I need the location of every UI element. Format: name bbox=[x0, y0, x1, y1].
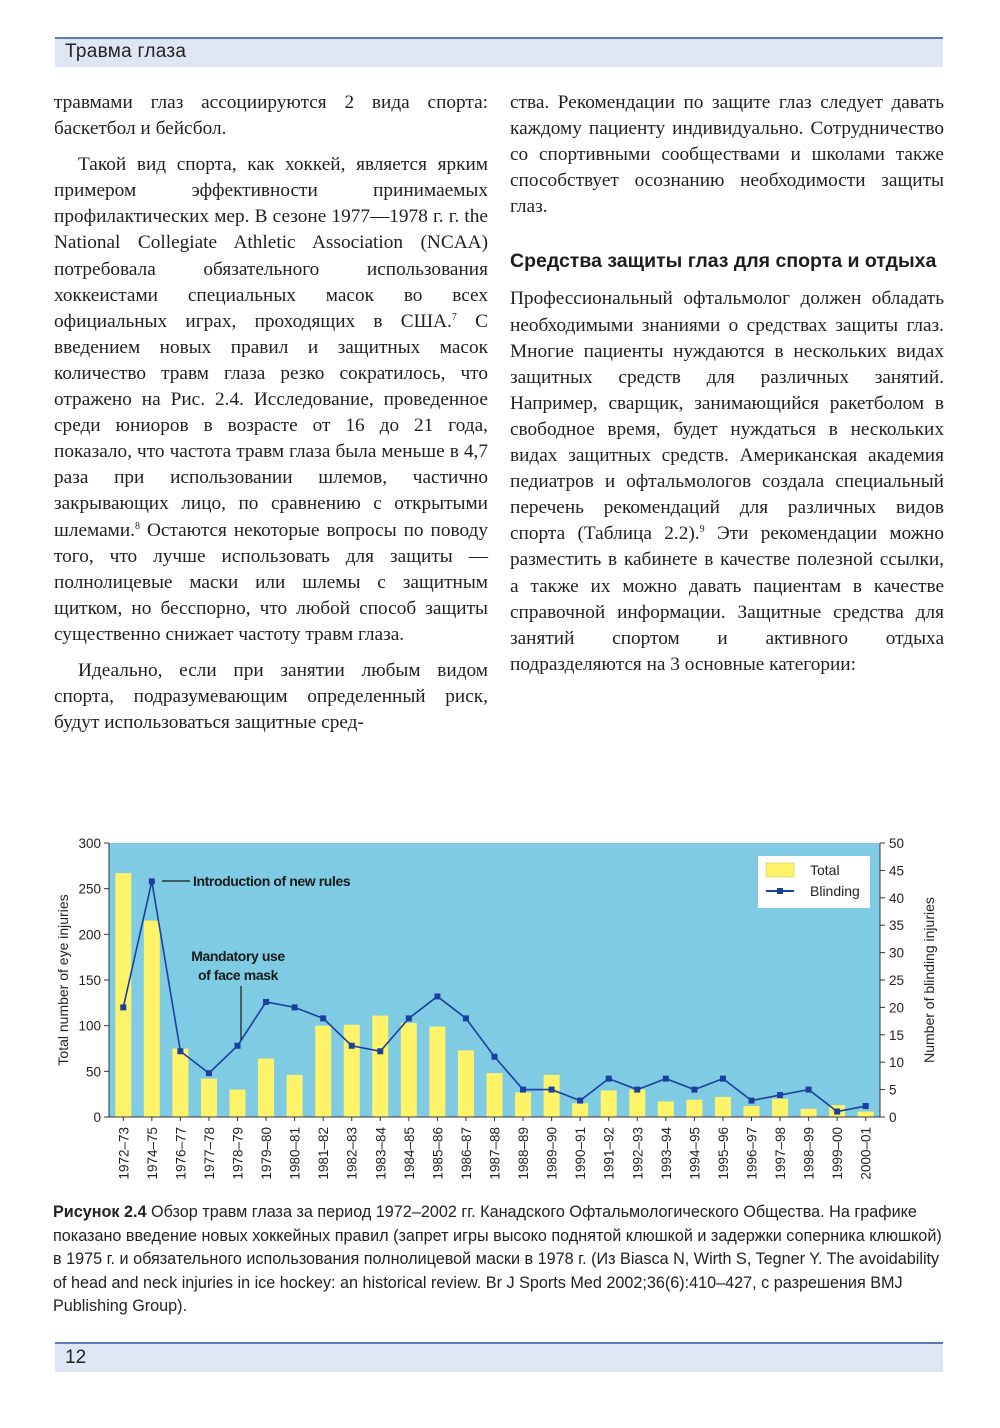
legend-total-swatch bbox=[766, 863, 794, 877]
y-tick-label-50: 50 bbox=[85, 1064, 101, 1080]
blinding-point-1991–92 bbox=[606, 1076, 612, 1082]
bar-total-1984–85 bbox=[401, 1023, 417, 1117]
x-tick-label-1983–84: 1983–84 bbox=[373, 1127, 389, 1180]
blinding-point-1986–87 bbox=[463, 1015, 469, 1021]
blinding-point-1989–90 bbox=[549, 1087, 555, 1093]
blinding-point-1990–91 bbox=[577, 1098, 583, 1104]
x-tick-label-1991–92: 1991–92 bbox=[601, 1127, 617, 1180]
left-paragraph-2 bbox=[54, 152, 488, 648]
caption-label: Рисунок 2.4 bbox=[53, 1203, 147, 1221]
blinding-point-1988–89 bbox=[520, 1087, 526, 1093]
bar-total-1987–88 bbox=[487, 1073, 503, 1117]
x-tick-label-1992–93: 1992–93 bbox=[630, 1127, 646, 1180]
left-paragraph-2-part-b: С введением новых правил и защитных масок количество травм глаза резко сократилось, что отражено на Рис. 2.4. Исследование, проведенное среди юниоров в возрасте от 16 до 21 года, показало, что частота травм глаза была меньше в 4,7 раза при использовании шлемов, частично закрывающих лицо, по сравнению с открытыми шлемами. bbox=[54, 310, 488, 541]
y-tick-label-100: 100 bbox=[78, 1018, 101, 1034]
bar-total-1995–96 bbox=[715, 1097, 731, 1117]
running-footer bbox=[55, 1342, 943, 1372]
bar-total-1985–86 bbox=[429, 1027, 445, 1117]
y-tick-label-150: 150 bbox=[78, 973, 101, 988]
blinding-point-1995–96 bbox=[720, 1076, 726, 1082]
blinding-point-1974–75 bbox=[149, 878, 155, 884]
blinding-point-1993–94 bbox=[663, 1076, 669, 1082]
reference-8: 8 bbox=[135, 520, 140, 532]
x-tick-label-1977–78: 1977–78 bbox=[201, 1127, 217, 1180]
y-tick-label-0: 0 bbox=[93, 1110, 101, 1125]
x-tick-label-1997–98: 1997–98 bbox=[773, 1127, 789, 1180]
x-tick-label-1979–80: 1979–80 bbox=[259, 1127, 275, 1180]
x-tick-label-2000–01: 2000–01 bbox=[858, 1127, 874, 1180]
y-tick-label-300: 300 bbox=[78, 836, 101, 851]
blinding-point-1982–83 bbox=[349, 1043, 355, 1049]
right-paragraph-2-part-b: Эти рекомендации можно разместить в кабинете в качестве полезной ссылки, а также их можно давать пациентам в качестве справочной информации. Защитные средства для занятий спортом и активного отдыха подразделяются на 3 основные категории: bbox=[510, 523, 945, 675]
bar-total-1982–83 bbox=[344, 1025, 360, 1117]
y2-tick-label-45: 45 bbox=[889, 863, 905, 879]
right-paragraph-1: ства. Рекомендации по защите глаз следует давать каждому пациенту индивидуально. Сотрудничество со спортивными сообществами и школами также способствует осознанию необходимости защиты глаз. bbox=[510, 92, 944, 218]
reference-7: 7 bbox=[451, 311, 457, 323]
y2-tick-label-30: 30 bbox=[889, 945, 905, 961]
x-tick-label-1987–88: 1987–88 bbox=[487, 1127, 503, 1180]
bar-total-1974–75 bbox=[144, 921, 160, 1117]
x-tick-label-1980–81: 1980–81 bbox=[287, 1127, 303, 1180]
blinding-point-1996–97 bbox=[749, 1098, 755, 1104]
caption-text: Обзор травм глаза за период 1972–2002 гг. Канадского Офтальмологического Общества. На графике показано введение новых хоккейных правил (запрет игры высоко поднятой клюшкой и задержки соперника клюшкой) в 1975 г. и обязательного использования полнолицевой маски в 1978 г. (Из Biasca N, Wirth S, Tegner Y. The avoidability of head and neck injuries in ice hockey: an historical review. Br J Sports Med 2002;36(6):410–427, с разрешения BMJ Publishing Group). bbox=[53, 1203, 942, 1315]
bar-total-1977–78 bbox=[201, 1079, 217, 1117]
bar-total-1990–91 bbox=[572, 1103, 588, 1117]
x-tick-label-1981–82: 1981–82 bbox=[316, 1127, 332, 1180]
y2-tick-label-50: 50 bbox=[889, 836, 905, 851]
bar-total-1997–98 bbox=[772, 1099, 788, 1117]
blinding-point-1972–73 bbox=[120, 1004, 126, 1010]
x-tick-label-1988–89: 1988–89 bbox=[516, 1127, 532, 1180]
right-paragraph-2-part-a: Профессиональный офтальмолог должен обладать необходимыми знаниями о средствах защиты глаз. Многие пациенты нуждаются в нескольких видах защитных средств для различных занятий. Например, сварщик, занимающийся ракетболом в свободное время, будет нуждаться в нескольких видах защитных средств. Американская академия педиатров и офтальмологов создала специальный перечень рекомендаций для различных видов спорта (Таблица 2.2). bbox=[510, 288, 944, 545]
bar-total-1981–82 bbox=[315, 1026, 331, 1117]
bar-total-1972–73 bbox=[115, 873, 131, 1117]
y2-tick-label-25: 25 bbox=[889, 973, 905, 988]
mask-annotation-line-1: Mandatory use bbox=[191, 948, 285, 964]
bar-total-1980–81 bbox=[287, 1075, 303, 1117]
legend-blinding-label: Blinding bbox=[810, 883, 860, 899]
blinding-point-1999–00 bbox=[834, 1109, 840, 1115]
x-tick-label-1985–86: 1985–86 bbox=[430, 1127, 446, 1180]
x-tick-label-1998–99: 1998–99 bbox=[801, 1127, 817, 1180]
y2-tick-label-5: 5 bbox=[889, 1082, 897, 1098]
y2-tick-label-35: 35 bbox=[889, 918, 905, 934]
chart-legend bbox=[758, 856, 870, 908]
blinding-point-1997–98 bbox=[777, 1092, 783, 1098]
blinding-point-1981–82 bbox=[320, 1015, 326, 1021]
blinding-point-1977–78 bbox=[206, 1070, 212, 1076]
blinding-point-1980–81 bbox=[292, 1004, 298, 1010]
y2-tick-label-20: 20 bbox=[889, 1000, 905, 1016]
bar-total-1994–95 bbox=[686, 1100, 702, 1117]
bar-total-2000–01 bbox=[858, 1112, 874, 1117]
blinding-point-1985–86 bbox=[434, 993, 440, 999]
bar-total-1978–79 bbox=[230, 1090, 246, 1117]
blinding-point-1978–79 bbox=[235, 1043, 241, 1049]
blinding-point-1987–88 bbox=[492, 1054, 498, 1060]
x-tick-label-1989–90: 1989–90 bbox=[544, 1127, 560, 1180]
x-tick-label-1972–73: 1972–73 bbox=[116, 1127, 132, 1180]
bar-total-1989–90 bbox=[544, 1075, 560, 1117]
x-tick-label-1976–77: 1976–77 bbox=[173, 1127, 189, 1180]
x-tick-label-1982–83: 1982–83 bbox=[344, 1127, 360, 1180]
bar-total-1986–87 bbox=[458, 1050, 474, 1117]
section-heading: Средства защиты глаз для спорта и отдыха bbox=[510, 250, 937, 273]
bar-total-1991–92 bbox=[601, 1091, 617, 1117]
eye-injury-chart bbox=[40, 820, 970, 1190]
x-tick-label-1974–75: 1974–75 bbox=[144, 1127, 160, 1180]
chart-svg bbox=[40, 820, 970, 1190]
x-tick-label-1996–97: 1996–97 bbox=[744, 1127, 760, 1180]
figure-caption bbox=[53, 1201, 945, 1319]
x-tick-label-1986–87: 1986–87 bbox=[458, 1127, 474, 1180]
x-tick-label-1995–96: 1995–96 bbox=[715, 1127, 731, 1180]
rules-annotation: Introduction of new rules bbox=[193, 873, 351, 889]
left-paragraph-2-part-a: Такой вид спорта, как хоккей, является ярким примером эффективности принимаемых профилактических мер. В сезоне 1977—1978 г. г. the National Collegiate Athletic Association (NCAA) потребовала обязательного использования хоккеистами специальных масок во всех официальных играх, проходящих в США. bbox=[54, 154, 488, 332]
x-tick-label-1999–00: 1999–00 bbox=[830, 1127, 846, 1180]
blinding-point-1984–85 bbox=[406, 1015, 412, 1021]
blinding-point-1998–99 bbox=[806, 1087, 812, 1093]
blinding-point-2000–01 bbox=[863, 1103, 869, 1109]
legend-blinding-marker bbox=[777, 888, 783, 894]
x-tick-label-1993–94: 1993–94 bbox=[658, 1127, 674, 1180]
running-header bbox=[55, 37, 943, 67]
left-paragraph-1: травмами глаз ассоциируются 2 вида спорта: баскетбол и бейсбол. bbox=[54, 92, 488, 140]
blinding-point-1994–95 bbox=[691, 1087, 697, 1093]
bar-total-1976–77 bbox=[172, 1049, 188, 1118]
header-title: Травма глаза bbox=[65, 41, 187, 62]
bar-total-1988–89 bbox=[515, 1092, 531, 1117]
bar-total-1979–80 bbox=[258, 1059, 274, 1117]
y2-tick-label-40: 40 bbox=[889, 890, 905, 906]
left-paragraph-2-part-c: Остаются некоторые вопросы по поводу того, что лучше использовать для защиты — полнолицевые маски или шлемы с защитным щитком, но бесспорно, что любой способ защиты существенно снижает частоту травм глаза. bbox=[54, 519, 488, 645]
x-tick-label-1994–95: 1994–95 bbox=[687, 1127, 703, 1180]
page-number: 12 bbox=[65, 1347, 87, 1368]
blinding-point-1983–84 bbox=[377, 1048, 383, 1054]
y2-tick-label-0: 0 bbox=[889, 1110, 897, 1125]
bar-total-1983–84 bbox=[372, 1016, 388, 1117]
legend-total-label: Total bbox=[810, 862, 840, 878]
y2-tick-label-15: 15 bbox=[889, 1027, 905, 1043]
bar-total-1996–97 bbox=[744, 1106, 760, 1117]
bar-total-1998–99 bbox=[801, 1109, 817, 1117]
y-tick-label-200: 200 bbox=[78, 927, 101, 943]
mask-annotation-line-2: of face mask bbox=[197, 967, 279, 983]
right-paragraph-2 bbox=[510, 286, 944, 677]
blinding-point-1992–93 bbox=[634, 1087, 640, 1093]
bar-total-1992–93 bbox=[629, 1090, 645, 1117]
reference-9: 9 bbox=[699, 524, 705, 536]
x-tick-label-1978–79: 1978–79 bbox=[230, 1127, 246, 1180]
y-tick-label-250: 250 bbox=[78, 881, 101, 897]
left-column bbox=[54, 90, 488, 746]
x-tick-label-1990–91: 1990–91 bbox=[573, 1127, 589, 1180]
left-paragraph-3: Идеально, если при занятии любым видом спорта, подразумевающим определенный риск, будут использоваться защитные сред- bbox=[54, 659, 488, 734]
blinding-point-1976–77 bbox=[177, 1048, 183, 1054]
y2-tick-label-10: 10 bbox=[889, 1055, 905, 1071]
bar-total-1993–94 bbox=[658, 1101, 674, 1117]
blinding-point-1979–80 bbox=[263, 999, 269, 1005]
y-axis-label: Total number of eye injuries bbox=[55, 894, 71, 1066]
y2-axis-label: Number of blinding injuries bbox=[921, 897, 937, 1063]
right-column bbox=[510, 90, 944, 688]
x-tick-label-1984–85: 1984–85 bbox=[401, 1127, 417, 1180]
